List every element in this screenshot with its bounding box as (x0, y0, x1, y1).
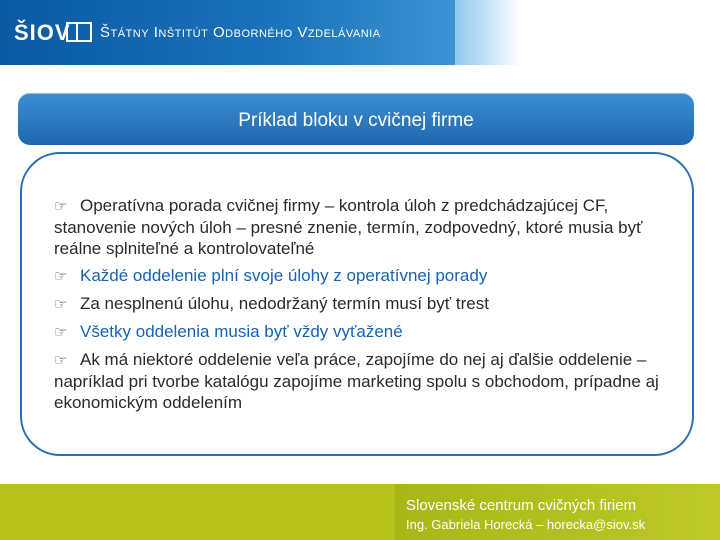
footer-contact: Ing. Gabriela Horecká – horecka@siov.sk (406, 517, 646, 532)
slide-title: Príklad bloku v cvičnej firme (238, 110, 474, 131)
bullet-text: Za nesplnenú úlohu, nedodržaný termín musí byť trest (80, 294, 489, 313)
list-item (54, 265, 679, 287)
list-item (54, 349, 679, 413)
title-bar (18, 93, 694, 145)
bullet-text: Všetky oddelenia musia byť vždy vyťažené (80, 322, 403, 341)
list-item (54, 195, 679, 259)
list-item (54, 321, 679, 343)
bullet-text: Každé oddelenie plní svoje úlohy z operatívnej porady (80, 266, 488, 285)
bullet-list (54, 195, 679, 419)
siov-logo: ŠIOV (14, 20, 71, 45)
bullet-text: Operatívna porada cvičnej firmy – kontrola úloh z predchádzajúcej CF, stanovenie nových úloh – presné znenie, termín, zodpovedný, ktoré musia byť reálne splniteľné a kontrolovateľné (54, 196, 643, 258)
institute-name: Štátny Inštitút Odborného Vzdelávania (100, 24, 381, 41)
pointing-hand-icon: ☞ (54, 352, 68, 369)
pointing-hand-icon: ☞ (54, 268, 68, 285)
footer-organization: Slovenské centrum cvičných firiem (406, 497, 637, 514)
bullet-text: Ak má niektoré oddelenie veľa práce, zapojíme do nej aj ďalšie oddelenie – napríklad pri tvorbe katalógu zapojíme marketing spolu s obchodom, prípadne aj ekonomickým oddelením (54, 350, 659, 412)
pointing-hand-icon: ☞ (54, 198, 68, 215)
pointing-hand-icon: ☞ (54, 296, 68, 313)
header-fade (455, 0, 720, 65)
list-item (54, 293, 679, 315)
logo-book-icon (66, 22, 92, 42)
pointing-hand-icon: ☞ (54, 324, 68, 341)
